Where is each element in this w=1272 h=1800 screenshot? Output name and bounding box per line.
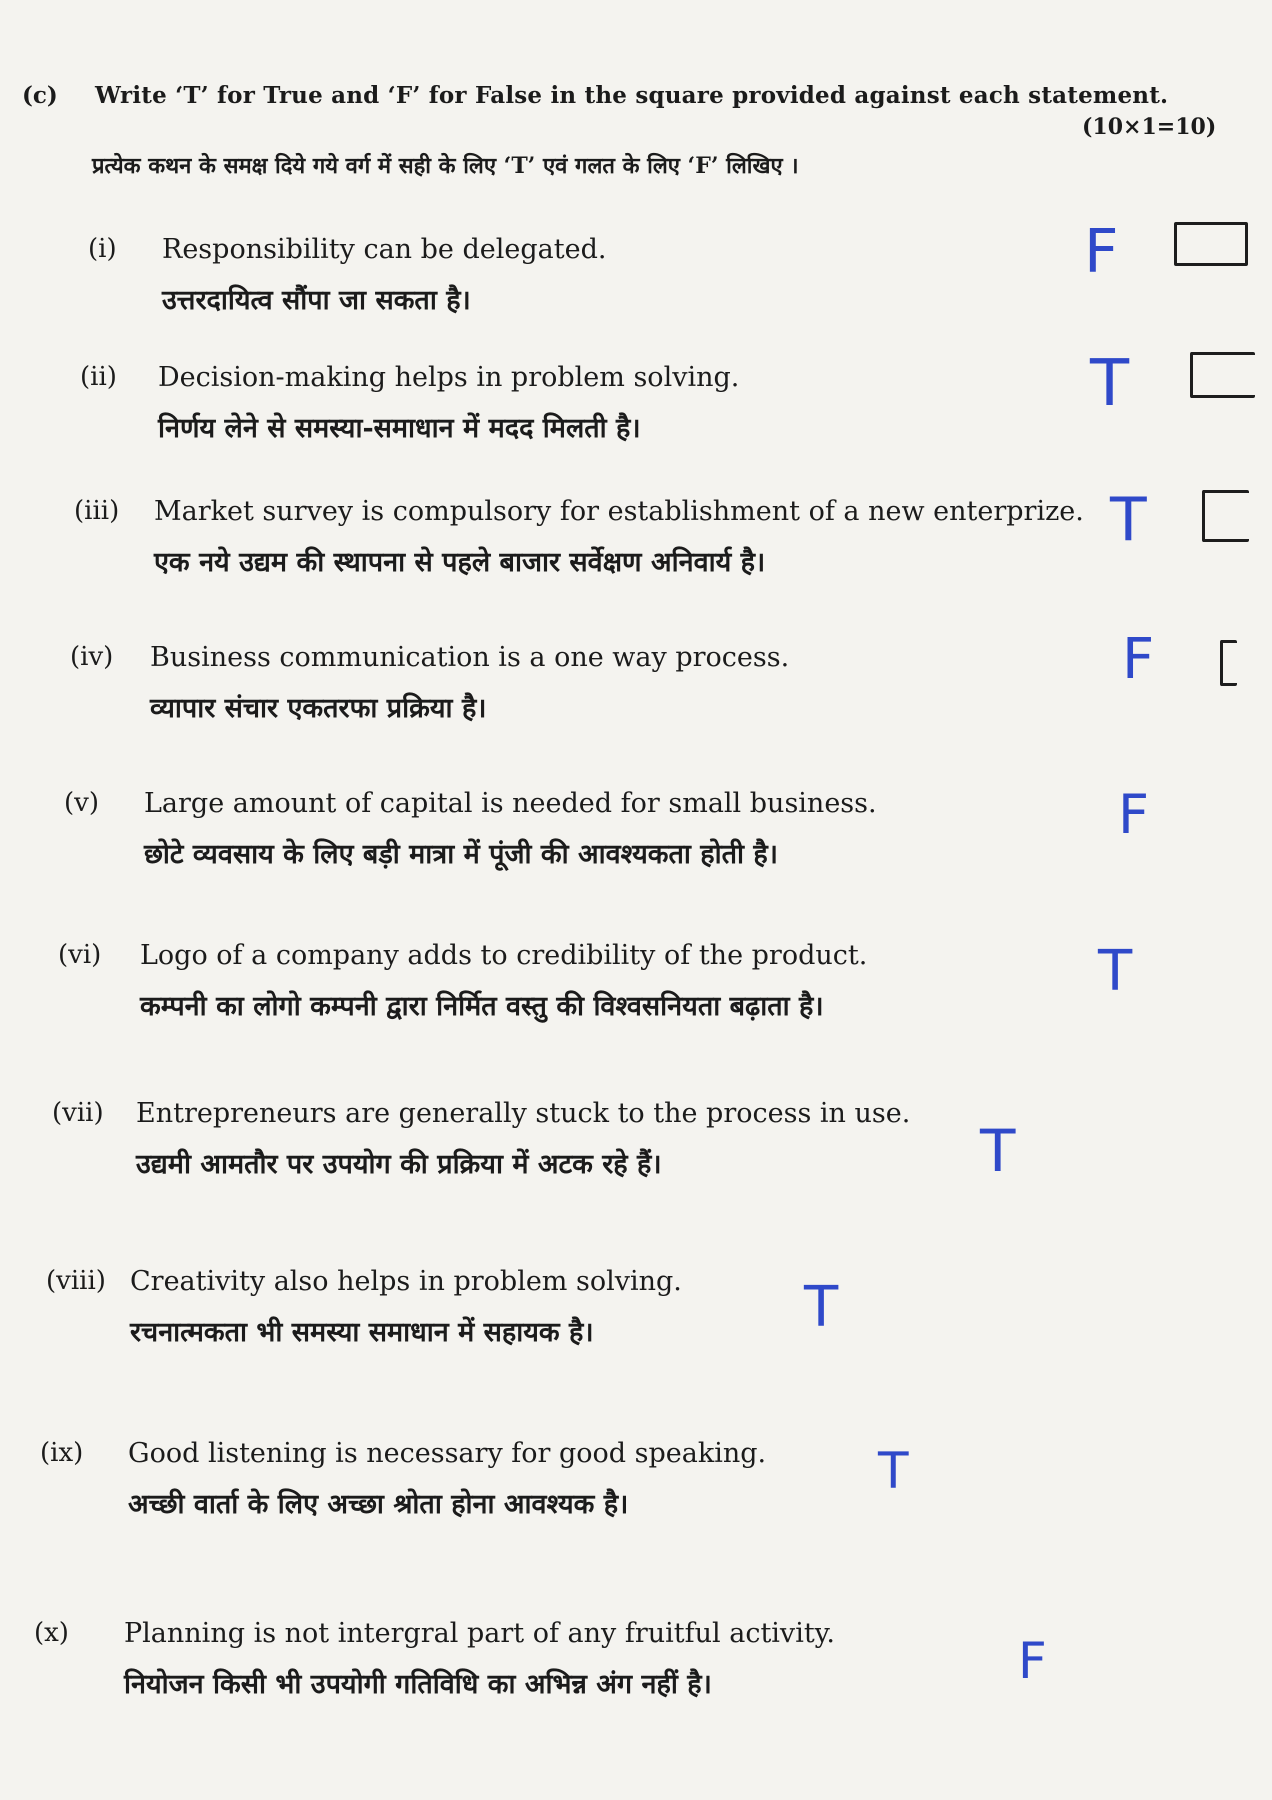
question-number: (viii) <box>46 1266 106 1296</box>
answer-square[interactable] <box>1220 640 1237 686</box>
question-number: (iii) <box>74 496 120 526</box>
handwritten-answer: F <box>1118 783 1150 846</box>
question-text-hi: अच्छी वार्ता के लिए अच्छा श्रोता होना आवश्यक है। <box>128 1489 629 1520</box>
question-text-hi: कम्पनी का लोगो कम्पनी द्वारा निर्मित वस्तु की विश्वसनियता बढ़ाता है। <box>140 991 824 1022</box>
question-text-en: Large amount of capital is needed for small business. <box>144 788 877 819</box>
handwritten-answer: T <box>1110 485 1147 555</box>
marks-allocation: (10×1=10) <box>1082 114 1217 140</box>
section-label: (c) <box>22 82 58 109</box>
handwritten-answer: T <box>980 1117 1016 1185</box>
question-number: (x) <box>34 1618 69 1648</box>
question-text-hi: रचनात्मकता भी समस्या समाधान में सहायक है। <box>130 1317 594 1348</box>
question-text-en: Market survey is compulsory for establishment of a new enterprize. <box>154 496 1084 527</box>
question-text-en: Responsibility can be delegated. <box>162 234 607 265</box>
handwritten-answer: T <box>1090 347 1130 421</box>
question-text-hi: छोटे व्यवसाय के लिए बड़ी मात्रा में पूंजी की आवश्यकता होती है। <box>144 839 778 870</box>
question-text-hi: उद्यमी आमतौर पर उपयोग की प्रक्रिया में अटक रहे हैं। <box>136 1149 662 1180</box>
answer-square[interactable] <box>1202 490 1249 542</box>
handwritten-answer: F <box>1018 1632 1047 1690</box>
question-number: (iv) <box>70 642 114 672</box>
question-text-en: Creativity also helps in problem solving. <box>130 1266 682 1297</box>
handwritten-answer: T <box>1098 939 1133 1004</box>
question-number: (v) <box>64 788 99 818</box>
handwritten-answer: F <box>1122 627 1155 692</box>
question-text-en: Logo of a company adds to credibility of the product. <box>140 940 868 971</box>
question-text-hi: एक नये उद्यम की स्थापना से पहले बाजार सर्वेक्षण अनिवार्य है। <box>154 547 766 578</box>
question-number: (vi) <box>58 940 102 970</box>
question-text-en: Good listening is necessary for good speaking. <box>128 1438 767 1469</box>
answer-square[interactable] <box>1190 352 1255 398</box>
question-text-hi: निर्णय लेने से समस्या-समाधान में मदद मिलती है। <box>158 413 641 444</box>
handwritten-answer: T <box>804 1275 839 1340</box>
instruction-hindi: प्रत्येक कथन के समक्ष दिये गये वर्ग में सही के लिए ‘T’ एवं गलत के लिए ‘F’ लिखिए । <box>92 153 799 179</box>
question-text-en: Decision-making helps in problem solving. <box>158 362 740 393</box>
question-text-hi: नियोजन किसी भी उपयोगी गतिविधि का अभिन्न अंग नहीं है। <box>124 1669 712 1700</box>
question-number: (vii) <box>52 1098 104 1128</box>
handwritten-answer: T <box>878 1442 909 1500</box>
question-text-hi: उत्तरदायित्व सौंपा जा सकता है। <box>162 285 471 316</box>
question-text-en: Entrepreneurs are generally stuck to the process in use. <box>136 1098 911 1129</box>
question-number: (ix) <box>40 1438 84 1468</box>
question-number: (i) <box>88 234 117 264</box>
question-number: (ii) <box>80 362 117 392</box>
handwritten-answer: F <box>1084 217 1119 287</box>
instruction-english: Write ‘T’ for True and ‘F’ for False in the square provided against each statement. <box>95 82 1169 109</box>
question-text-en: Business communication is a one way process. <box>150 642 790 673</box>
question-text-en: Planning is not intergral part of any fruitful activity. <box>124 1618 835 1649</box>
answer-square[interactable] <box>1174 222 1248 266</box>
question-text-hi: व्यापार संचार एकतरफा प्रक्रिया है। <box>150 693 487 724</box>
